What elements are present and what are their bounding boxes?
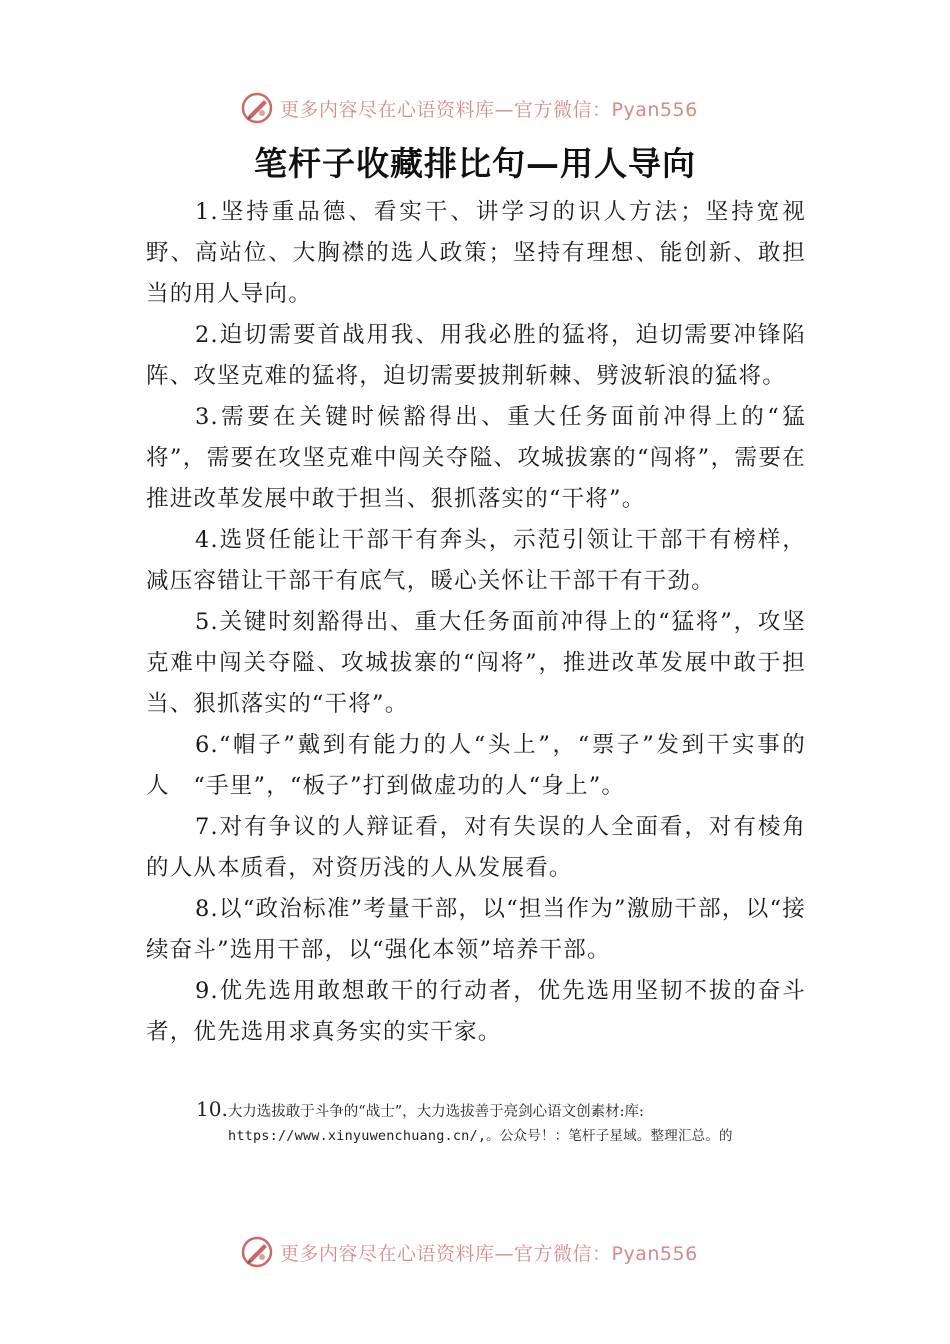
footer-watermark-banner bbox=[240, 1232, 760, 1272]
page-title: 笔杆子收藏排比句—用人导向 bbox=[254, 144, 696, 183]
paragraph-5: 5.关键时刻豁得出、重大任务面前冲得上的“猛将”，攻坚克难中闯关夺隘、攻城拔寨的“闯将”，推进改革发展中敢于担当、狠抓落实的“干将”。 bbox=[146, 609, 806, 717]
footer-banner-text: 更多内容尽在心语资料库—官方微信：Pyan556 bbox=[280, 1242, 698, 1265]
header-banner-text: 更多内容尽在心语资料库—官方微信：Pyan556 bbox=[280, 98, 698, 121]
paragraph-10 bbox=[196, 1097, 836, 1148]
paragraph-7: 7.对有争议的人辩证看，对有失误的人全面看，对有棱角的人从本质看，对资历浅的人从发展看。 bbox=[146, 814, 806, 881]
paragraph-4: 4.选贤任能让干部干有奔头，示范引领让干部干有榜样，减压容错让干部干有底气，暖心关怀让干部干有干劲。 bbox=[146, 527, 806, 594]
header-watermark-banner bbox=[240, 88, 760, 128]
document-body bbox=[146, 192, 806, 1053]
item10-line1: 大力选拔敢于斗争的“战士”，大力选拔善于亮剑心语文创素材:库: bbox=[227, 1104, 644, 1120]
paragraph-3: 3.需要在关键时候豁得出、重大任务面前冲得上的“猛将”，需要在攻坚克难中闯关夺隘、攻城拔寨的“闯将”，需要在推进改革发展中敢于担当、狠抓落实的“干将”。 bbox=[146, 404, 806, 512]
paragraph-6: 6.“帽子”戴到有能力的人“头上”，“票子”发到干实事的人 “手里”，“板子”打到做虚功的人“身上”。 bbox=[146, 732, 806, 799]
pen-seal-icon bbox=[240, 1235, 274, 1269]
paragraph-9: 9.优先选用敢想敢干的行动者，优先选用坚韧不拔的奋斗者，优先选用求真务实的实干家。 bbox=[146, 978, 806, 1045]
item10-line2: https://www.xinyuwenchuang.cn/,。公众号！：笔杆子星域。整理汇总。的 bbox=[228, 1128, 733, 1144]
paragraph-8: 8.以“政治标准”考量干部，以“担当作为”激励干部，以“接续奋斗”选用干部，以“强化本领”培养干部。 bbox=[146, 896, 806, 963]
pen-seal-icon bbox=[240, 91, 274, 125]
item10-number: 10. bbox=[196, 1097, 228, 1121]
paragraph-1: 1.坚持重品德、看实干、讲学习的识人方法；坚持宽视野、高站位、大胸襟的选人政策；坚持有理想、能创新、敢担当的用人导向。 bbox=[146, 199, 806, 307]
paragraph-2: 2.迫切需要首战用我、用我必胜的猛将，迫切需要冲锋陷阵、攻坚克难的猛将，迫切需要披荆斩棘、劈波斩浪的猛将。 bbox=[146, 322, 806, 389]
